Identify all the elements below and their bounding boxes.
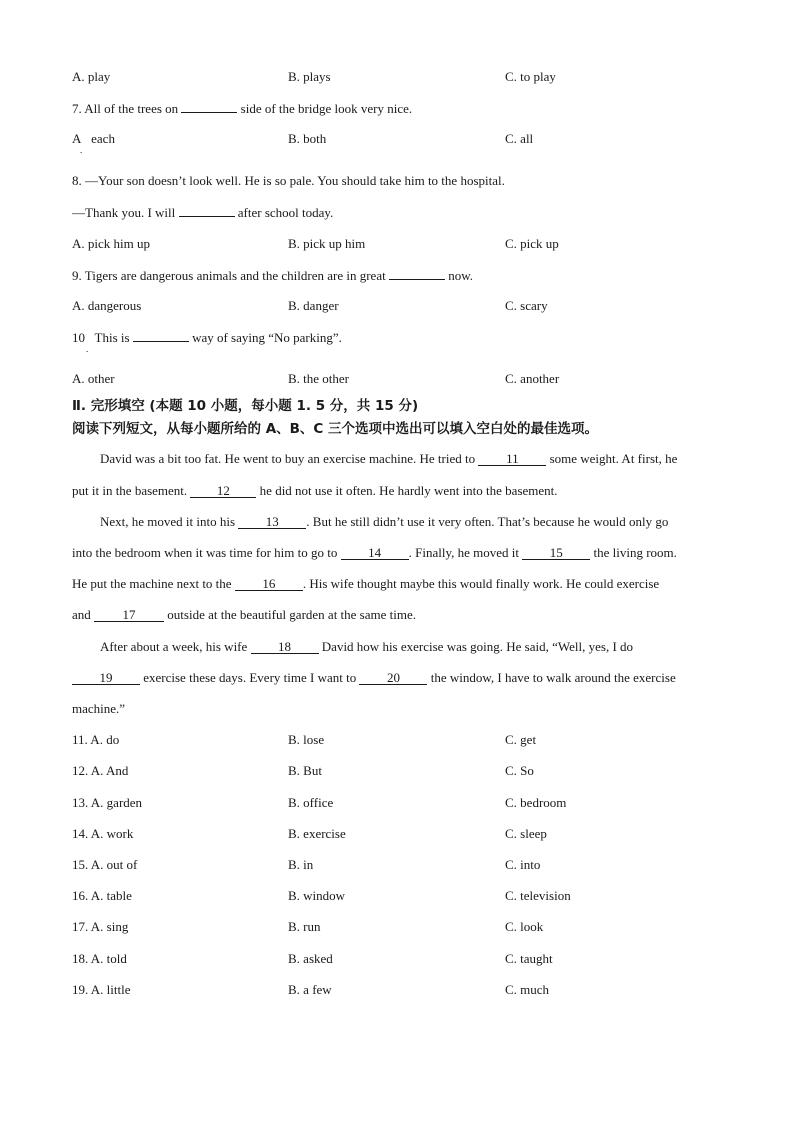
blank-number: 18 bbox=[251, 640, 319, 654]
q16-option-a: 16. A. table bbox=[72, 888, 132, 903]
q19-option-a: 19. A. little bbox=[72, 982, 131, 997]
q13-option-a: 13. A. garden bbox=[72, 795, 143, 810]
passage-text: . His wife thought maybe this would finally work. He could exercise bbox=[302, 576, 660, 591]
q8-option-b: B. pick up him bbox=[288, 236, 366, 251]
q9-option-c: C. scary bbox=[505, 298, 548, 313]
passage-text: put it in the basement. bbox=[72, 483, 188, 498]
q14-option-a: 14. A. work bbox=[72, 826, 134, 841]
passage-line bbox=[100, 451, 677, 467]
question-7-stem-start: 7. All of the trees on bbox=[72, 101, 179, 116]
q10-option-b: B. the other bbox=[288, 371, 350, 386]
q17-option-b: B. run bbox=[288, 919, 321, 934]
question-9-stem-start: 9. Tigers are dangerous animals and the children are in great bbox=[72, 268, 386, 283]
passage-line bbox=[72, 545, 677, 561]
passage-line bbox=[72, 607, 416, 623]
passage-text: . Finally, he moved it bbox=[408, 545, 520, 560]
answer-blank bbox=[181, 100, 237, 113]
passage-text: Next, he moved it into his bbox=[100, 514, 236, 529]
passage-line bbox=[72, 576, 659, 592]
q11-option-b: B. lose bbox=[288, 732, 325, 747]
option-text: each bbox=[91, 131, 115, 146]
passage-text: exercise these days. Every time I want to bbox=[143, 670, 357, 685]
q19-option-c: C. much bbox=[505, 982, 550, 997]
question-7-stem-end: side of the bridge look very nice. bbox=[240, 101, 413, 116]
passage-line bbox=[72, 670, 676, 686]
blank-number: 12 bbox=[190, 484, 256, 498]
q16-option-b: B. window bbox=[288, 888, 346, 903]
question-8-line-2-end: after school today. bbox=[237, 205, 334, 220]
stray-dot: . bbox=[86, 344, 89, 354]
question-10-stem-end: way of saying “No parking”. bbox=[192, 330, 342, 345]
q8-option-c: C. pick up bbox=[505, 236, 559, 251]
passage-text: . But he still didn’t use it very often. That’s because he would only go bbox=[306, 514, 669, 529]
passage-line bbox=[72, 483, 558, 499]
q18-option-b: B. asked bbox=[288, 951, 333, 966]
q10-option-c: C. another bbox=[505, 371, 560, 386]
passage-text: He put the machine next to the bbox=[72, 576, 232, 591]
q6-option-c: C. to play bbox=[505, 69, 556, 84]
question-7 bbox=[72, 100, 412, 117]
passage-text: After about a week, his wife bbox=[100, 639, 248, 654]
passage-line bbox=[100, 639, 633, 655]
answer-blank bbox=[133, 329, 189, 342]
q7-option-b: B. both bbox=[288, 131, 327, 146]
q11-option-a: 11. A. do bbox=[72, 732, 120, 747]
passage-line bbox=[100, 514, 668, 530]
q17-option-c: C. look bbox=[505, 919, 544, 934]
section-instruction: 阅读下列短文，从每小题所给的 A、B、C 三个选项中选出可以填入空白处的最佳选项。 bbox=[72, 421, 599, 437]
q8-option-a: A. pick him up bbox=[72, 236, 150, 251]
question-number: 10 bbox=[72, 330, 85, 345]
stray-dot: . bbox=[80, 145, 83, 155]
q7-option-c: C. all bbox=[505, 131, 534, 146]
q16-option-c: C. television bbox=[505, 888, 571, 903]
passage-text: David was a bit too fat. He went to buy an exercise machine. He tried to bbox=[100, 451, 476, 466]
q12-option-c: C. So bbox=[505, 763, 534, 778]
blank-number: 20 bbox=[359, 671, 427, 685]
section-title: Ⅱ. 完形填空 (本题 10 小题，每小题 1. 5 分，共 15 分) bbox=[72, 398, 419, 414]
q13-option-c: C. bedroom bbox=[505, 795, 567, 810]
question-9 bbox=[72, 267, 473, 284]
question-8-line-2-start: —Thank you. I will bbox=[72, 205, 176, 220]
q17-option-a: 17. A. sing bbox=[72, 919, 129, 934]
answer-blank bbox=[179, 204, 235, 217]
question-9-stem-end: now. bbox=[448, 268, 474, 283]
question-10-stem-start: This is bbox=[94, 330, 130, 345]
q9-option-b: B. danger bbox=[288, 298, 339, 313]
q18-option-c: C. taught bbox=[505, 951, 553, 966]
q15-option-c: C. into bbox=[505, 857, 541, 872]
q9-option-a: A. dangerous bbox=[72, 298, 142, 313]
q12-option-a: 12. A. And bbox=[72, 763, 129, 778]
q13-option-b: B. office bbox=[288, 795, 334, 810]
question-10 bbox=[72, 329, 342, 346]
q12-option-b: B. But bbox=[288, 763, 322, 778]
blank-number: 16 bbox=[235, 577, 303, 591]
q19-option-b: B. a few bbox=[288, 982, 332, 997]
q15-option-a: 15. A. out of bbox=[72, 857, 138, 872]
question-8-line-2 bbox=[72, 204, 333, 221]
passage-text: the living room. bbox=[593, 545, 677, 560]
blank-number: 15 bbox=[522, 546, 590, 560]
q10-option-a: A. other bbox=[72, 371, 115, 386]
blank-number: 13 bbox=[238, 515, 306, 529]
blank-number: 17 bbox=[94, 608, 164, 622]
q11-option-c: C. get bbox=[505, 732, 537, 747]
q18-option-a: 18. A. told bbox=[72, 951, 127, 966]
q14-option-c: C. sleep bbox=[505, 826, 547, 841]
question-8-line-1: 8. —Your son doesn’t look well. He is so pale. You should take him to the hospital. bbox=[72, 173, 505, 188]
q7-option-a bbox=[72, 131, 115, 147]
passage-text: into the bedroom when it was time for him to go to bbox=[72, 545, 338, 560]
blank-number: 11 bbox=[478, 452, 546, 466]
blank-number: 14 bbox=[341, 546, 409, 560]
q6-option-b: B. plays bbox=[288, 69, 331, 84]
answer-blank bbox=[389, 267, 445, 280]
q15-option-b: B. in bbox=[288, 857, 314, 872]
option-letter: A bbox=[72, 131, 82, 146]
passage-text: the window, I have to walk around the exercise bbox=[430, 670, 676, 685]
passage-text: and bbox=[72, 607, 91, 622]
q6-option-a: A. play bbox=[72, 69, 111, 84]
passage-line: machine.” bbox=[72, 701, 126, 716]
passage-text: outside at the beautiful garden at the same time. bbox=[167, 607, 417, 622]
passage-text: he did not use it often. He hardly went into the basement. bbox=[259, 483, 558, 498]
blank-number: 19 bbox=[72, 671, 140, 685]
passage-text: some weight. At first, he bbox=[549, 451, 678, 466]
q14-option-b: B. exercise bbox=[288, 826, 346, 841]
passage-text: David how his exercise was going. He said, “Well, yes, I do bbox=[321, 639, 634, 654]
